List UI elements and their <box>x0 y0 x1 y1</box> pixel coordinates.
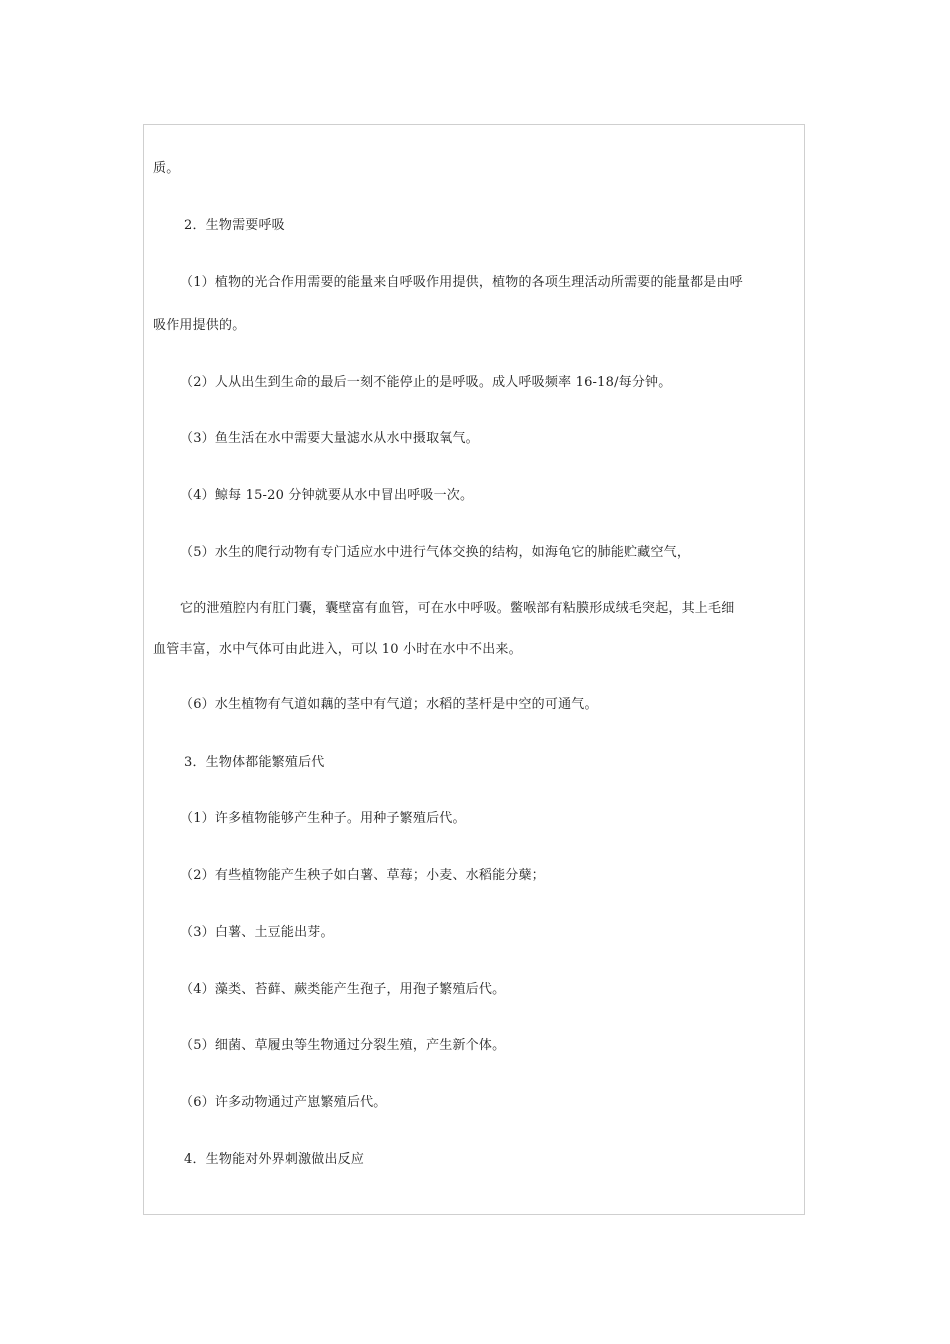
text-line: （2）有些植物能产生秧子如白薯、草莓；小麦、水稻能分蘖； <box>180 868 545 883</box>
text-line: 血管丰富，水中气体可由此进入，可以 10 小时在水中不出来。 <box>153 642 522 657</box>
text-line: （1）许多植物能够产生种子。用种子繁殖后代。 <box>180 811 466 826</box>
text-line: 它的泄殖腔内有肛门囊，囊壁富有血管，可在水中呼吸。鳖喉部有粘膜形成绒毛突起，其上毛细 <box>180 601 735 616</box>
text-line: （4）鲸每 15-20 分钟就要从水中冒出呼吸一次。 <box>180 488 474 503</box>
text-line: 吸作用提供的。 <box>153 318 246 333</box>
section-heading: 4．生物能对外界刺激做出反应 <box>184 1152 365 1167</box>
text-line: （3）鱼生活在水中需要大量滤水从水中摄取氧气。 <box>180 431 479 446</box>
section-heading: 2．生物需要呼吸 <box>184 218 285 233</box>
text-line: 质。 <box>153 161 180 176</box>
text-line: （6）水生植物有气道如藕的茎中有气道；水稻的茎杆是中空的可通气。 <box>180 697 598 712</box>
text-line: （3）白薯、土豆能出芽。 <box>180 925 334 940</box>
text-line: （4）藻类、苔藓、蕨类能产生孢子，用孢子繁殖后代。 <box>180 982 506 997</box>
text-line: （2）人从出生到生命的最后一刻不能停止的是呼吸。成人呼吸频率 16-18/每分钟。 <box>180 375 672 390</box>
section-heading: 3．生物体都能繁殖后代 <box>184 755 325 770</box>
text-line: （1）植物的光合作用需要的能量来自呼吸作用提供，植物的各项生理活动所需要的能量都是由呼 <box>180 275 743 290</box>
text-line: （6）许多动物通过产崽繁殖后代。 <box>180 1095 387 1110</box>
text-line: （5）细菌、草履虫等生物通过分裂生殖，产生新个体。 <box>180 1038 506 1053</box>
text-line: （5）水生的爬行动物有专门适应水中进行气体交换的结构，如海龟它的肺能贮藏空气， <box>180 545 691 560</box>
